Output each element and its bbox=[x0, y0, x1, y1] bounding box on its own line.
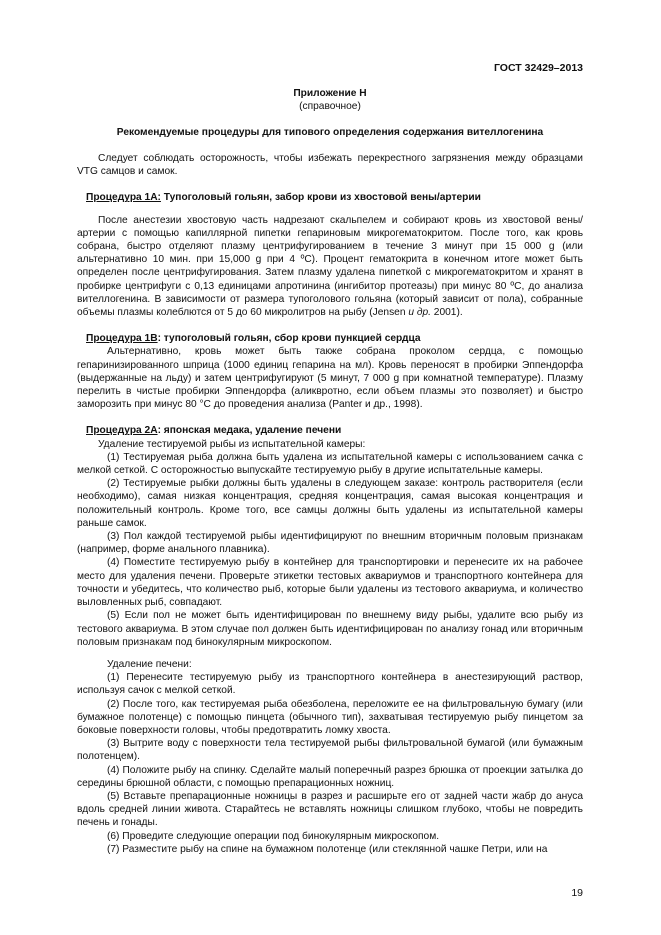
step-paragraph: (7) Разместите рыбу на спине на бумажном полотенце (или стеклянной чашке Петри, или на bbox=[107, 843, 548, 855]
subheading-liver-removal: Удаление печени: bbox=[107, 658, 192, 670]
section-heading-1b bbox=[86, 332, 583, 345]
paragraph-1b: Альтернативно, кровь может быть также собрана проколом сердца, с помощью гепаринизированного шприца (1000 единиц гепарина на мл). Кровь переносят в пробирки Эппендорфа (выдержанные на льду) и затем центрифугируют (5 минут, 7 000 g при комнатной температуре). Плазму перелить в чистые пробирки Эппендорфа (аликвротно, если объем плазмы это позволяет) и быстро заморозить при минус 80 °C до проведения анализа (Panter и др., 1998). bbox=[77, 346, 583, 411]
section-label: Процедура 1В bbox=[86, 333, 158, 345]
step-paragraph: (2) Тестируемые рыбки должны быть удалены в следующем заказе: контроль растворителя (если необходимо), самая низкая концентрация, средняя концентрация, самая высокая концентрация и положительный контроль. Кроме того, все самцы должны быть удалены из испытательной камеры раньше самок. bbox=[77, 478, 583, 529]
step-paragraph: (3) Пол каждой тестируемой рыбы идентифицируют по внешним вторичным половым признакам (например, форме анального плавника). bbox=[77, 531, 583, 556]
paragraph-italic: и др. bbox=[408, 307, 431, 319]
section-label: Процедура 1А: bbox=[86, 192, 161, 204]
step-paragraph: (3) Вытрите воду с поверхности тела тестируемой рыбы фильтровальной бумагой (или бумажным полотенцем). bbox=[77, 738, 583, 763]
section-heading-1a bbox=[86, 191, 583, 204]
paragraph-text: 2001). bbox=[430, 307, 463, 319]
standard-number: ГОСТ 32429–2013 bbox=[493, 62, 583, 74]
section-heading-2a bbox=[86, 424, 583, 437]
step-paragraph: (1) Тестируемая рыба должна быть удалена из испытательной камеры с использованием сачка с мелкой сеткой. С осторожностью выпускайте тестируемую рыбу в другие испытательные камеры. bbox=[77, 451, 583, 477]
step-paragraph: (6) Проведите следующие операции под бинокулярным микроскопом. bbox=[107, 830, 440, 842]
step-paragraph: (1) Перенесите тестируемую рыбу из транспортного контейнера в анестезирующий раствор, используя сачок с мелкой сеткой. bbox=[77, 672, 583, 697]
section-title: : японская медака, удаление печени bbox=[157, 425, 342, 437]
paragraph-text: После анестезии хвостовую часть надрезают скальпелем и собирают кровь из хвостовой вены/артерии с помощью капиллярной пипетки гепариновым микрогематокритом. После того, как кровь собрана, быстро отделяют плазму центрифугированием в течение 3 минут при 15 000 g (или альтернативно 10 мин. при 15,000 g при 4 ºC). Процент гематокрита в конечном итоге может быть определен после центрифугирования. Затем плазму удалена пипеткой с микрогематокритом и хранят в пробирке центрифуги с 0,13 единицами апротинина (ингибитор протеазы) при минус 80 ºC, до анализа вителлогенина. В зависимости от размера тупоголового гольяна (который зависит от пола), собранные объемы плазмы колеблются от 5 до 60 микролитров на рыбу (Jensen bbox=[77, 214, 583, 319]
page-number: 19 bbox=[571, 886, 583, 899]
paragraph-1a bbox=[77, 214, 583, 320]
subheading-fish-removal: Удаление тестируемой рыбы из испытательной камеры: bbox=[98, 438, 366, 450]
document-body bbox=[77, 152, 583, 856]
step-paragraph: (5) Если пол не может быть идентифицирован по внешнему виду рыбы, удалите всю рыбу из тестового аквариума. В этом случае пол должен быть идентифицирован по анализу гонад или вторичным половым признакам под бинокулярным микроскопом. bbox=[77, 610, 583, 648]
intro-paragraph: Следует соблюдать осторожность, чтобы избежать перекрестного загрязнения между образцами VTG самцов и самок. bbox=[77, 153, 583, 178]
section-title: : тупоголовый гольян, сбор крови пункцией сердца bbox=[157, 333, 421, 345]
appendix-title: Приложение Н bbox=[293, 88, 367, 99]
section-title: Тупоголовый гольян, забор крови из хвостовой вены/артерии bbox=[160, 192, 481, 204]
appendix-heading: Рекомендуемые процедуры для типового определения содержания вителлогенина bbox=[116, 127, 544, 138]
step-paragraph: (5) Вставьте препарационные ножницы в разрез и расширьте его от задней части жабр до ануса вдоль средней линии живота. Старайтесь не вставлять ножницы слишком глубоко, чтобы не повредить печень и гонады. bbox=[77, 790, 583, 829]
document-page bbox=[77, 60, 583, 900]
step-paragraph: (4) Положите рыбу на спинку. Сделайте малый поперечный разрез брюшка от проекции затылка до середины брюшной области, с помощью препарационных ножниц. bbox=[77, 764, 583, 789]
appendix-subtitle: (справочное) bbox=[299, 101, 361, 112]
section-label: Процедура 2А bbox=[86, 425, 158, 437]
step-paragraph: (2) После того, как тестируемая рыба обезболена, переложите ее на фильтровальную бумагу (или бумажное полотенце) с помощью пинцета (обычного тип), захватывая тестируемую рыбу пинцетом за боковые поверхности головы, чтобы предотвратить ломку хвоста. bbox=[77, 698, 583, 736]
step-paragraph: (4) Поместите тестируемую рыбу в контейнер для транспортировки и перенесите их на рабочее место для удаления печени. Проверьте этикетки тестовых аквариумов и транспортного контейнера для точности и убедитесь, что количество рыб, которые были удалены из тестового аквариума, и количество выловленных рыб, совпадают. bbox=[77, 557, 583, 609]
